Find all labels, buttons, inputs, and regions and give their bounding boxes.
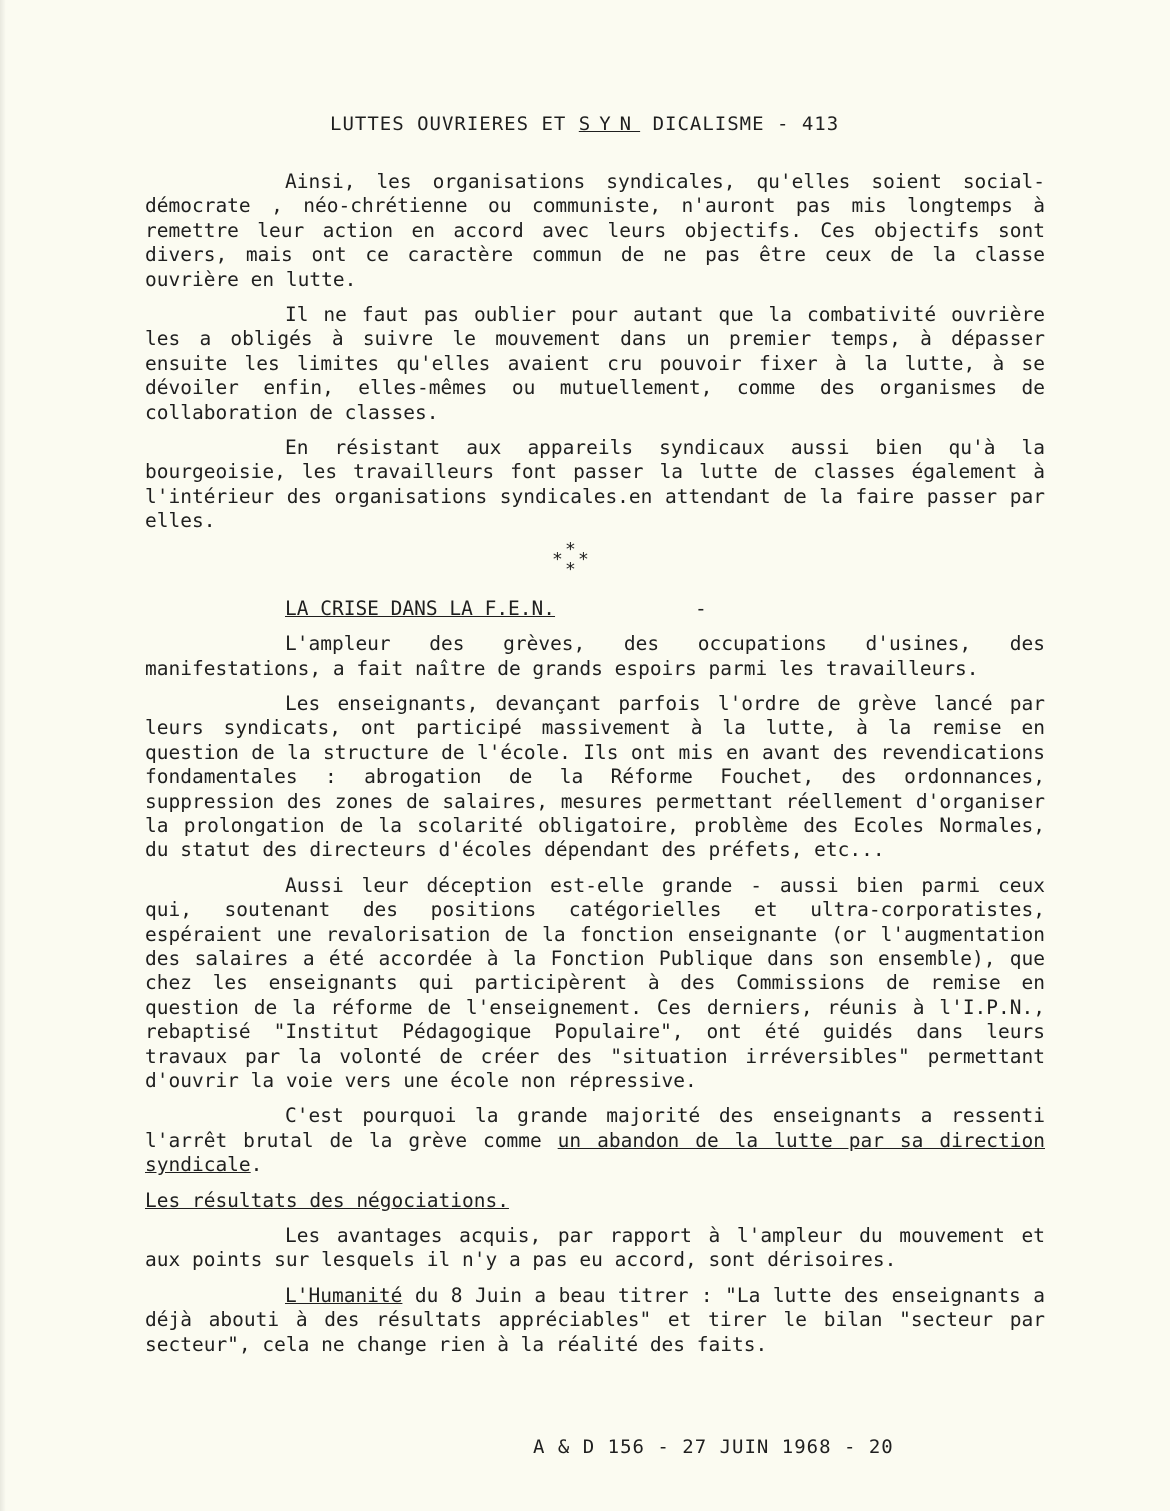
- humanite-underlined: L'Humanité: [285, 1283, 403, 1307]
- section-title-suffix: -: [695, 596, 707, 620]
- header-syn: SYN: [578, 113, 641, 135]
- paragraph-humanite: [145, 1284, 1045, 1357]
- paragraph: En résistant aux appareils syndicaux aussi bien qu'à la bourgeoisie, les travailleurs font passer la lutte de classes également à l'intérieur des organisations syndicales.en attendant de la faire passer par elles.: [145, 436, 1045, 533]
- page-footer: A & D 156 - 27 JUIN 1968 - 20: [533, 1436, 894, 1458]
- asterism-star-bottom: *: [565, 558, 576, 580]
- asterism-star-top: *: [565, 538, 576, 560]
- sub-title: Les résultats des négociations.: [145, 1188, 509, 1212]
- paragraph: Les avantages acquis, par rapport à l'ampleur du mouvement et aux points sur lesquels il n'y a pas eu accord, sont dérisoires.: [145, 1224, 1045, 1272]
- asterism-separator: [145, 538, 1045, 580]
- asterism-star-left: *: [552, 548, 563, 570]
- document-body: [145, 170, 1045, 1368]
- paragraph-abandon: [145, 1104, 1045, 1177]
- paragraph: Il ne faut pas oublier pour autant que la combativité ouvrière les a obligés à suivre le mouvement dans un premier temps, à dépasser ensuite les limites qu'elles avaient cru pouvoir fixer à la lutte, à se dévoiler enfin, elles-mêmes ou mutuellement, comme des organismes de collaboration de classes.: [145, 303, 1045, 424]
- paragraph: Aussi leur déception est-elle grande - aussi bien parmi ceux qui, soutenant des positions catégorielles et ultra-corporatistes, espéraient une revalorisation de la fonction enseignante (or l'augmentation des salaires a été accordée à la Fonction Publique dans son ensemble), que chez les enseignants qui participèrent à des Commissions de remise en question de la réforme de l'enseignement. Ces derniers, réunis à l'I.P.N., rebaptisé "Institut Pédagogique Populaire", ont été guidés dans leurs travaux par la volonté de créer des "situation irréversibles" permettant d'ouvrir la voie vers une école non répressive.: [145, 873, 1045, 1092]
- paragraph: L'ampleur des grèves, des occupations d'usines, des manifestations, a fait naître de grands espoirs parmi les travailleurs.: [145, 632, 1045, 680]
- header-left: LUTTES OUVRIERES ET: [330, 113, 567, 135]
- section-title: [145, 597, 1045, 621]
- header-right: DICALISME - 413: [652, 113, 840, 135]
- page-edge-shadow: [0, 0, 6, 1511]
- paragraph: Les enseignants, devançant parfois l'ordre de grève lancé par leurs syndicats, ont participé massivement à la lutte, à la remise en question de la structure de l'école. Ils ont mis en avant des revendications fondamentales : abrogation de la Réforme Fouchet, des ordonnances, suppression des zones de salaires, mesures permettant réellement d'organiser la prolongation de la scolarité obligatoire, problème des Ecoles Normales, du statut des directeurs d'écoles dépendant des préfets, etc...: [145, 691, 1045, 862]
- section-title-text: LA CRISE DANS LA F.E.N.: [285, 596, 556, 620]
- asterism-star-right: *: [578, 548, 589, 570]
- abandon-underlined: un abandon de la lutte par sa direction syndicale: [145, 1128, 1045, 1177]
- paragraph: Ainsi, les organisations syndicales, qu'elles soient social-démocrate , néo-chrétienne ou communiste, n'auront pas mis longtemps à remettre leur action en accord avec leurs objectifs. Ces objectifs sont divers, mais ont ce caractère commun de ne pas être ceux de la classe ouvrière en lutte.: [145, 170, 1045, 291]
- page-header: [330, 113, 950, 135]
- humanite-text: du 8 Juin a beau titrer : "La lutte des enseignants a déjà abouti à des résultats appréciables" et tirer le bilan "secteur par secteur", cela ne change rien à la réalité des faits.: [145, 1283, 1045, 1356]
- abandon-after: .: [250, 1153, 263, 1177]
- abandon-text: C'est pourquoi la grande majorité des enseignants a ressenti l'arrêt brutal de la grève comme: [145, 1104, 1045, 1152]
